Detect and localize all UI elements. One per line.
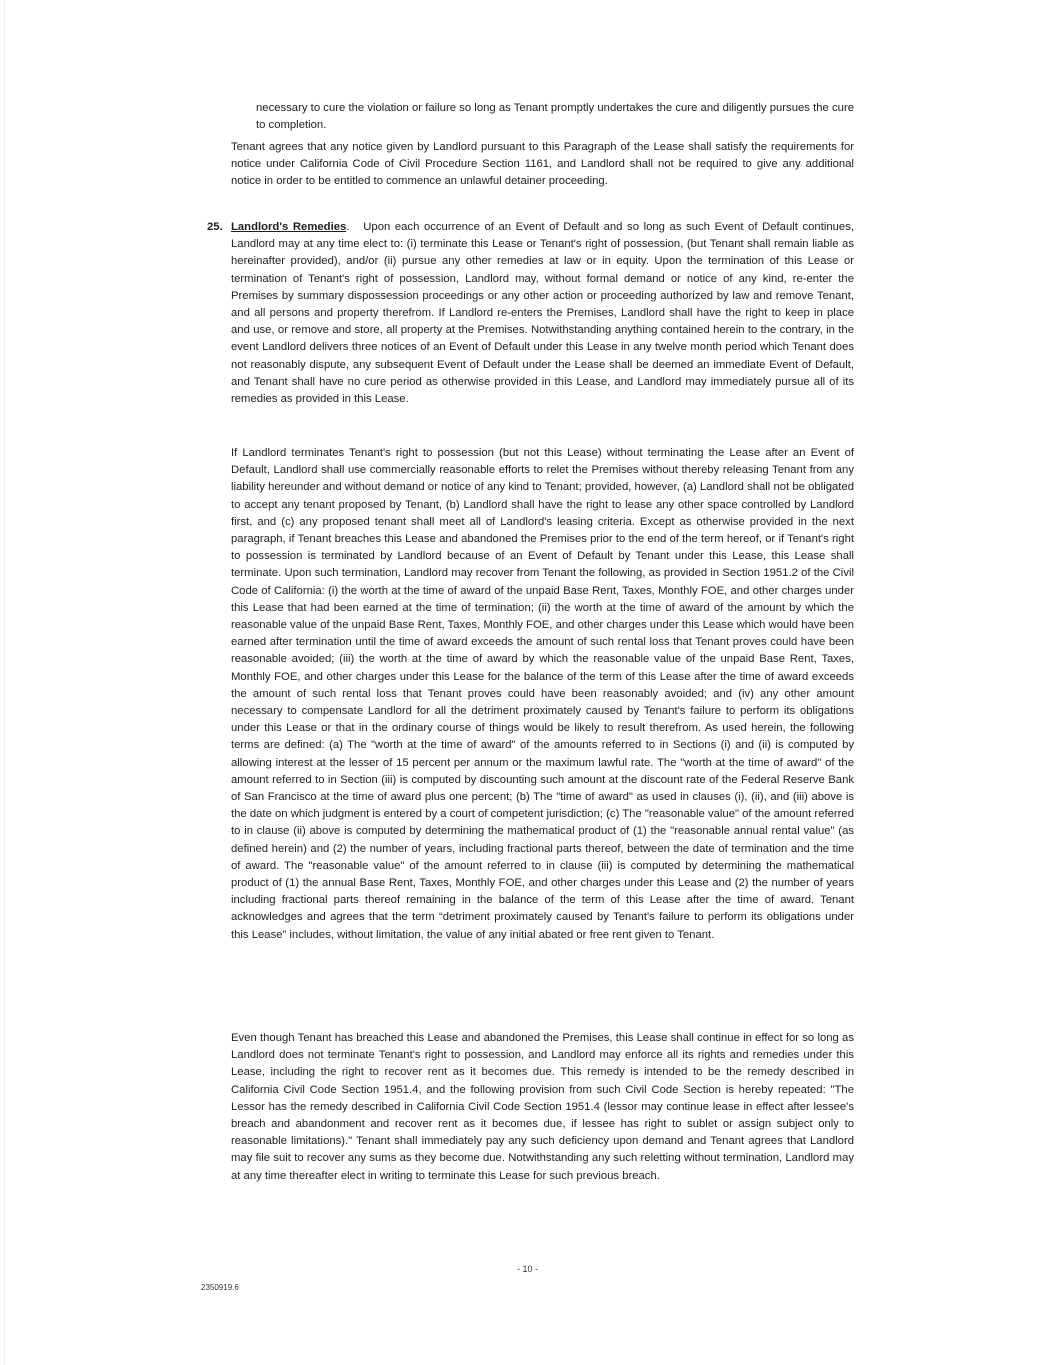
- page-number: - 10 -: [516, 1264, 538, 1274]
- section-25-paragraph-3: Even though Tenant has breached this Lease and abandoned the Premises, this Lease shall continue in effect for so long as Landlord does not terminate Tenant's right to possession, and Landlord may enforce all its rights and remedies under this Lease, including the right to recover rent as it becomes due. This remedy is intended to be the remedy described in California Civil Code Section 1951.4, and the following provision from such Civil Code Section is hereby repeated: "The Lessor has the remedy described in California Civil Code Section 1951.4 (lessor may continue lease in effect after lessee's breach and abandonment and recover rent as it becomes due, if lessee has right to sublet or assign subject only to reasonable limitations)." Tenant shall immediately pay any such deficiency upon demand and Tenant agrees that Landlord may file suit to recover any sums as they become due. Notwithstanding any such reletting without termination, Landlord may at any time thereafter elect in writing to terminate this Lease for such previous breach.: [231, 1032, 854, 1182]
- section-25: [207, 219, 854, 408]
- document-id: 2350919.6: [201, 1283, 239, 1292]
- section-heading: Landlord's Remedies: [231, 221, 347, 233]
- section-25-paragraph-1-text: Upon each occurrence of an Event of Default and so long as such Event of Default continues, Landlord may at any time elect to: (i) terminate this Lease or Tenant's right of possession, (but Tenant shall remain liable as hereinafter provided), and/or (ii) pursue any other remedies at law or in equity. Upon the termination of this Lease or termination of Tenant's right of possession, Landlord may, without formal demand or notice of any kind, re-enter the Premises by summary dispossession proceedings or any other action or proceeding authorized by law and remove Tenant, and all persons and property therefrom. If Landlord re-enters the Premises, Landlord shall have the right to keep in place and use, or remove and store, all property at the Premises. Notwithstanding anything contained herein to the contrary, in the event Landlord delivers three notices of an Event of Default under this Lease in any twelve month period which Tenant does not reasonably dispute, any subsequent Event of Default under the Lease shall be deemed an immediate Event of Default, and Tenant shall have no cure period as otherwise provided in this Lease, and Landlord may immediately pursue all of its remedies as provided in this Lease.: [231, 221, 854, 406]
- notice-paragraph: Tenant agrees that any notice given by Landlord pursuant to this Paragraph of the Lease shall satisfy the requirements for notice under California Code of Civil Procedure Section 1161, and Landlord shall not be required to give any additional notice in order to be entitled to commence an unlawful detainer proceeding.: [231, 141, 854, 188]
- continuation-text: necessary to cure the violation or failure so long as Tenant promptly undertakes the cure and diligently pursues the cure to completion.: [256, 102, 854, 132]
- section-25-paragraph-1: Landlord's Remedies. Upon each occurrence of an Event of Default and so long as such Event of Default continues, Landlord may at any time elect to: (i) terminate this Lease or Tenant's right of possession, (but Tenant shall remain liable as hereinafter provided), and/or (ii) pursue any other remedies at law or in equity. Upon the termination of this Lease or termination of Tenant's right of possession, Landlord may, without formal demand or notice of any kind, re-enter the Premises by summary dispossession proceedings or any other action or proceeding authorized by law and remove Tenant, and all persons and property therefrom. If Landlord re-enters the Premises, Landlord shall have the right to keep in place and use, or remove and store, all property at the Premises. Notwithstanding anything contained herein to the contrary, in the event Landlord delivers three notices of an Event of Default under this Lease in any twelve month period which Tenant does not reasonably dispute, any subsequent Event of Default under the Lease shall be deemed an immediate Event of Default, and Tenant shall have no cure period as otherwise provided in this Lease, and Landlord may immediately pursue all of its remedies as provided in this Lease.: [231, 221, 854, 406]
- section-number: 25.: [207, 221, 223, 233]
- section-25-paragraph-2: If Landlord terminates Tenant's right to possession (but not this Lease) without terminating the Lease after an Event of Default, Landlord shall use commercially reasonable efforts to relet the Premises without thereby releasing Tenant from any liability hereunder and without demand or notice of any kind to Tenant; provided, however, (a) Landlord shall not be obligated to accept any tenant proposed by Tenant, (b) Landlord shall have the right to lease any other space controlled by Landlord first, and (c) any proposed tenant shall meet all of Landlord's leasing criteria. Except as otherwise provided in the next paragraph, if Tenant breaches this Lease and abandoned the Premises prior to the end of the term hereof, or if Tenant's right to possession is terminated by Landlord because of an Event of Default by Tenant under this Lease, this Lease shall terminate. Upon such termination, Landlord may recover from Tenant the following, as provided in Section 1951.2 of the Civil Code of California: (i) the worth at the time of award of the unpaid Base Rent, Taxes, Monthly FOE, and other charges under this Lease that had been earned at the time of termination; (ii) the worth at the time of award of the amount by which the reasonable value of the unpaid Base Rent, Taxes, Monthly FOE, and other charges under this Lease which would have been earned after termination until the time of award exceeds the amount of such rental loss that Tenant proves could have been reasonable avoided; (iii) the worth at the time of award by which the reasonable value of the unpaid Base Rent, Taxes, Monthly FOE, and other charges under this Lease for the balance of the term of this Lease after the time of award exceeds the amount of such rental loss that Tenant proves could have been reasonably avoided; and (iv) any other amount necessary to compensate Landlord for all the detriment proximately caused by Tenant's failure to perform its obligations under this Lease or that in the ordinary course of things would be likely to result therefrom. As used herein, the following terms are defined: (a) The "worth at the time of award" of the amounts referred to in Sections (i) and (ii) is computed by allowing interest at the lesser of 15 percent per annum or the maximum lawful rate. The "worth at the time of award" of the amount referred to in Section (iii) is computed by discounting such amount at the discount rate of the Federal Reserve Bank of San Francisco at the time of award plus one percent; (b) The "time of award" as used in clauses (i), (ii), and (iii) above is the date on which judgment is entered by a court of competent jurisdiction; (c) The "reasonable value" of the amount referred to in clause (ii) above is computed by determining the mathematical product of (1) the "reasonable annual rental value" (as defined herein) and (2) the number of years, including fractional parts thereof, between the date of termination and the time of award. The "reasonable value" of the amount referred to in clause (iii) is computed by determining the mathematical product of (1) the annual Base Rent, Taxes, Monthly FOE, and other charges under this Lease and (2) the number of years including fractional parts thereof remaining in the balance of the term of this Lease after the time of award. Tenant acknowledges and agrees that the term “detriment proximately caused by Tenant's failure to perform its obligations under this Lease” includes, without limitation, the value of any initial abated or free rent given to Tenant.: [231, 447, 854, 941]
